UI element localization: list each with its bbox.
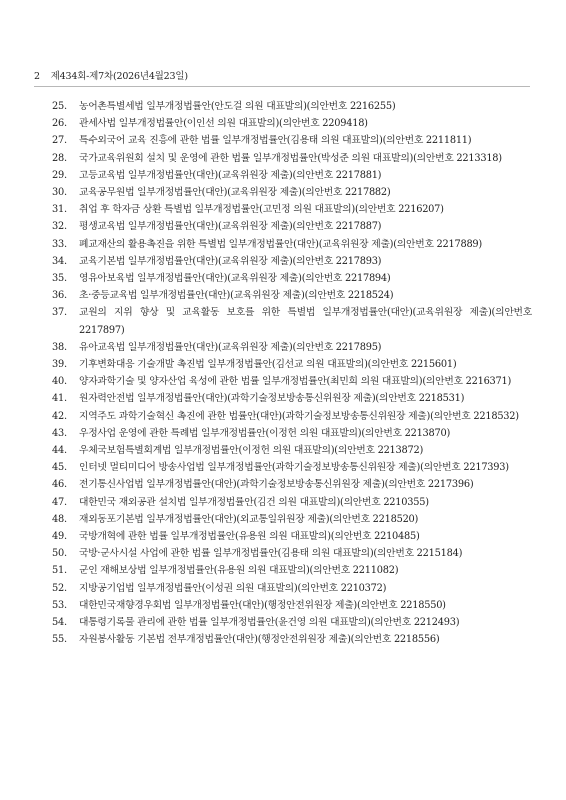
agenda-item-text: 재외동포기본법 일부개정법률안(대안)(외교통일위원장 제출)(의안번호 2218520) [79, 513, 419, 525]
agenda-item [52, 580, 532, 597]
agenda-item-text: 교육기본법 일부개정법률안(대안)(교육위원장 제출)(의안번호 2217893) [79, 255, 382, 267]
session-label: 제434회-제7차(2026년4월23일) [50, 71, 188, 82]
agenda-item [52, 339, 532, 356]
agenda-item [52, 218, 532, 235]
agenda-item [52, 356, 532, 373]
agenda-item [52, 167, 532, 184]
agenda-item-text: 유아교육법 일부개정법률안(대안)(교육위원장 제출)(의안번호 2217895) [79, 341, 382, 353]
agenda-item [52, 184, 532, 201]
agenda-item-text: 인터넷 멀티미디어 방송사업법 일부개정법률안(과학기술정보방송통신위원장 제출)(의안번호 2217393) [79, 462, 509, 474]
agenda-item-text: 국가교육위원회 설치 및 운영에 관한 법률 일부개정법률안(박성준 의원 대표발의)(의안번호 2213318) [79, 152, 502, 164]
agenda-item-text: 우체국보험특별회계법 일부개정법률안(이정헌 의원 대표발의)(의안번호 2213872) [79, 445, 424, 457]
agenda-item [52, 201, 532, 218]
agenda-item-number: 38. [52, 341, 67, 353]
agenda-item-number: 55. [52, 634, 67, 646]
agenda-item-number: 48. [52, 513, 67, 525]
agenda-item [52, 562, 532, 579]
agenda-item [52, 442, 532, 459]
agenda-list [52, 98, 532, 649]
agenda-item [52, 236, 532, 253]
agenda-item-number: 25. [52, 101, 67, 112]
agenda-item-text: 평생교육법 일부개정법률안(대안)(교육위원장 제출)(의안번호 2217887) [79, 221, 382, 233]
agenda-item-number: 49. [52, 531, 67, 543]
agenda-item-number: 34. [52, 255, 67, 267]
agenda-item [52, 98, 532, 115]
agenda-item [52, 150, 532, 167]
agenda-item-number: 30. [52, 187, 67, 199]
agenda-item-number: 46. [52, 479, 67, 491]
agenda-item [52, 390, 532, 407]
agenda-item-number: 33. [52, 238, 67, 250]
agenda-item [52, 597, 532, 614]
agenda-item-number: 50. [52, 548, 67, 560]
agenda-item-number: 47. [52, 496, 67, 508]
agenda-item-text: 국방·군사시설 사업에 관한 법률 일부개정법률안(김용태 의원 대표발의)(의안번호 2215184) [79, 548, 463, 560]
agenda-item [52, 132, 532, 149]
agenda-item-number: 51. [52, 565, 67, 577]
agenda-item-number: 26. [52, 118, 67, 130]
agenda-item-number: 45. [52, 462, 67, 474]
agenda-item [52, 253, 532, 270]
agenda-item-text: 자원봉사활동 기본법 전부개정법률안(대안)(행정안전위원장 제출)(의안번호 2218556) [79, 634, 440, 646]
agenda-item [52, 494, 532, 511]
agenda-item [52, 528, 532, 545]
agenda-item-number: 36. [52, 290, 67, 302]
agenda-item-number: 37. [52, 307, 67, 319]
agenda-item-text: 관세사법 일부개정법률안(이인선 의원 대표발의)(의안번호 2209418) [79, 118, 368, 130]
agenda-item-number: 41. [52, 393, 67, 405]
agenda-item [52, 459, 532, 476]
agenda-item-text: 영유아보육법 일부개정법률안(대안)(교육위원장 제출)(의안번호 2217894) [79, 273, 391, 285]
agenda-item-number: 32. [52, 221, 67, 233]
agenda-item [52, 545, 532, 562]
agenda-item-text: 기후변화대응 기술개발 촉진법 일부개정법률안(김선교 의원 대표발의)(의안번호 2215601) [79, 359, 457, 371]
agenda-item-number: 44. [52, 445, 67, 457]
agenda-item-text: 지방공기업법 일부개정법률안(이성권 의원 대표발의)(의안번호 2210372) [79, 582, 387, 594]
agenda-item-text: 취업 후 학자금 상환 특별법 일부개정법률안(고민정 의원 대표발의)(의안번호 2216207) [79, 204, 444, 216]
agenda-item-text: 대한민국재향경우회법 일부개정법률안(대안)(행정안전위원장 제출)(의안번호 2218550) [79, 599, 446, 611]
agenda-item-number: 40. [52, 376, 67, 388]
agenda-item-number: 43. [52, 427, 67, 439]
agenda-item-text: 농어촌특별세법 일부개정법률안(안도걸 의원 대표발의)(의안번호 2216255) [79, 101, 396, 112]
agenda-item-text: 교원의 지위 향상 및 교육활동 보호를 위한 특별법 일부개정법률안(대안)(교육위원장 제출)(의안번호 2217897) [79, 307, 532, 336]
agenda-item [52, 304, 532, 338]
agenda-item [52, 614, 532, 631]
agenda-item-text: 군인 재해보상법 일부개정법률안(유용원 의원 대표발의)(의안번호 2211082) [79, 565, 399, 577]
agenda-item [52, 115, 532, 132]
page-header [34, 68, 188, 82]
agenda-item-text: 특수외국어 교육 진흥에 관한 법률 일부개정법률안(김용태 의원 대표발의)(의안번호 2211811) [79, 135, 472, 147]
agenda-item-number: 27. [52, 135, 67, 147]
agenda-item [52, 373, 532, 390]
agenda-item-number: 29. [52, 169, 67, 181]
agenda-item-text: 초·중등교육법 일부개정법률안(대안)(교육위원장 제출)(의안번호 2218524) [79, 290, 394, 302]
agenda-item-number: 31. [52, 204, 67, 216]
header-divider [34, 86, 530, 87]
agenda-item-number: 35. [52, 273, 67, 285]
agenda-item-text: 폐교재산의 활용촉진을 위한 특별법 일부개정법률안(대안)(교육위원장 제출)(의안번호 2217889) [79, 238, 482, 250]
agenda-item-number: 42. [52, 410, 67, 422]
agenda-item-number: 54. [52, 617, 67, 629]
page-number: 2 [34, 71, 40, 82]
agenda-item [52, 425, 532, 442]
agenda-item-number: 28. [52, 152, 67, 164]
agenda-item-text: 고등교육법 일부개정법률안(대안)(교육위원장 제출)(의안번호 2217881) [79, 169, 382, 181]
agenda-item [52, 287, 532, 304]
agenda-item-text: 대통령기록물 관리에 관한 법률 일부개정법률안(윤건영 의원 대표발의)(의안번호 2212493) [79, 617, 460, 629]
agenda-item-text: 지역주도 과학기술혁신 촉진에 관한 법률안(대안)(과학기술정보방송통신위원장 제출)(의안번호 2218532) [79, 410, 519, 422]
agenda-item-text: 전기통신사업법 일부개정법률안(대안)(과학기술정보방송통신위원장 제출)(의안번호 2217396) [79, 479, 474, 491]
agenda-item [52, 408, 532, 425]
agenda-item-number: 53. [52, 599, 67, 611]
agenda-item-text: 국방개혁에 관한 법률 일부개정법률안(유용원 의원 대표발의)(의안번호 2210485) [79, 531, 420, 543]
agenda-item-text: 우정사업 운영에 관한 특례법 일부개정법률안(이정헌 의원 대표발의)(의안번호 2213870) [79, 427, 451, 439]
agenda-item [52, 511, 532, 528]
agenda-item [52, 631, 532, 648]
agenda-item-number: 52. [52, 582, 67, 594]
agenda-item-text: 교육공무원법 일부개정법률안(대안)(교육위원장 제출)(의안번호 2217882) [79, 187, 391, 199]
agenda-item [52, 476, 532, 493]
agenda-item-text: 원자력안전법 일부개정법률안(대안)(과학기술정보방송통신위원장 제출)(의안번호 2218531) [79, 393, 465, 405]
agenda-item-text: 양자과학기술 및 양자산업 육성에 관한 법률 일부개정법률안(최민희 의원 대표발의)(의안번호 2216371) [79, 376, 512, 388]
agenda-item [52, 270, 532, 287]
agenda-item-number: 39. [52, 359, 67, 371]
agenda-item-text: 대한민국 재외공관 설치법 일부개정법률안(김건 의원 대표발의)(의안번호 2210355) [79, 496, 429, 508]
